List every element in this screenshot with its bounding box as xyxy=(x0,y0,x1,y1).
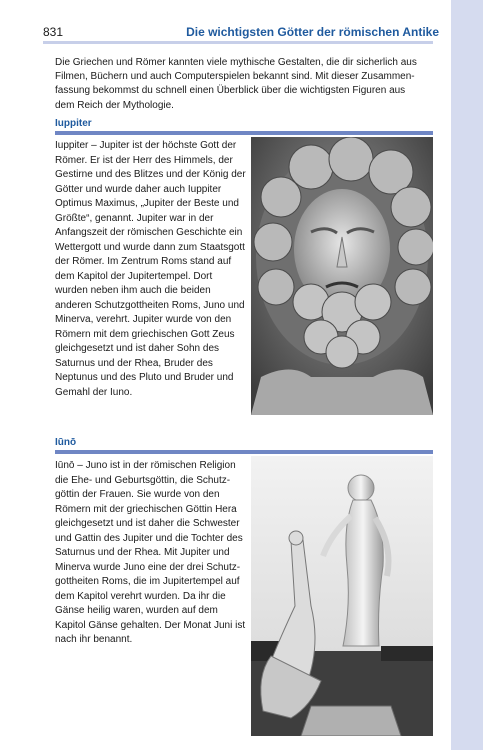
running-title: Die wichtigsten Götter der römischen Antike xyxy=(186,25,439,39)
section-text-iuppiter: Iuppiter – Jupiter ist der höchste Gott der Römer. Er ist der Herr des Himmels, der Gestirne und des Blitzes und der König der Götter und wurde daher auch Iuppiter Optimus Maximus, „Jupiter der Beste und Größte“, genannt. Jupiter war in der Anfangszeit der römischen Geschichte ein Wettergott und wurde dann zum Staatsgott der Römer. Im Zentrum Roms stand auf dem Kapitol der Jupitertempel. Dort wurden neben ihm auch die beiden anderen Schutzgottheiten Roms, Juno und Minerva, verehrt. Jupiter wurde von den Römern mit dem griechischen Gott Zeus gleichgesetzt und ist daher Sohn des Saturnus und der Rhea, Bruder des Neptunus und des Pluto und Bruder und Gemahl der Iuno. xyxy=(55,140,246,398)
side-strip xyxy=(451,0,483,750)
jupiter-bust-photo xyxy=(251,137,433,415)
section-rule-iuno xyxy=(55,450,433,454)
section-text-iuno: Iūnō – Juno ist in der römischen Religion die Ehe- und Geburtsgöttin, die Schutzgöttin der Frauen. Sie wurde von den Römern mit der griechischen Göttin Hera gleichgesetzt und ist daher die Schwester und Gattin des Jupiter und die Tochter des Saturnus und der Rhea. Mit Jupiter und Minerva wurde Juno eine der drei Schutzgottheiten Roms, die im Jupitertempel auf dem Kapitol verehrt wurden. Da ihr die Gänse heilig waren, wurden auf dem Kapitol Gänse gehalten. Der Monat Juni ist nach ihr benannt. xyxy=(55,460,246,645)
jupiter-bust-illustration xyxy=(251,137,433,415)
section-heading-iuno: Iūnō xyxy=(55,437,77,448)
juno-statue-illustration xyxy=(251,456,433,736)
section-heading-iuppiter: Iuppiter xyxy=(55,118,92,129)
intro-paragraph: Die Griechen und Römer kannten viele mythische Gestalten, die dir sicherlich aus Filmen, Büchern und auch Computerspielen bekannt sind. Mit dieser Zusammenfassung bekommst du schnell einen Überblick über die wichtigsten Figuren aus dem Reich der Mythologie. xyxy=(55,57,417,111)
section-rule-iuppiter xyxy=(55,131,433,135)
page-number: 831 xyxy=(43,25,64,39)
juno-statue-photo xyxy=(251,456,433,736)
header-rule xyxy=(43,41,433,44)
